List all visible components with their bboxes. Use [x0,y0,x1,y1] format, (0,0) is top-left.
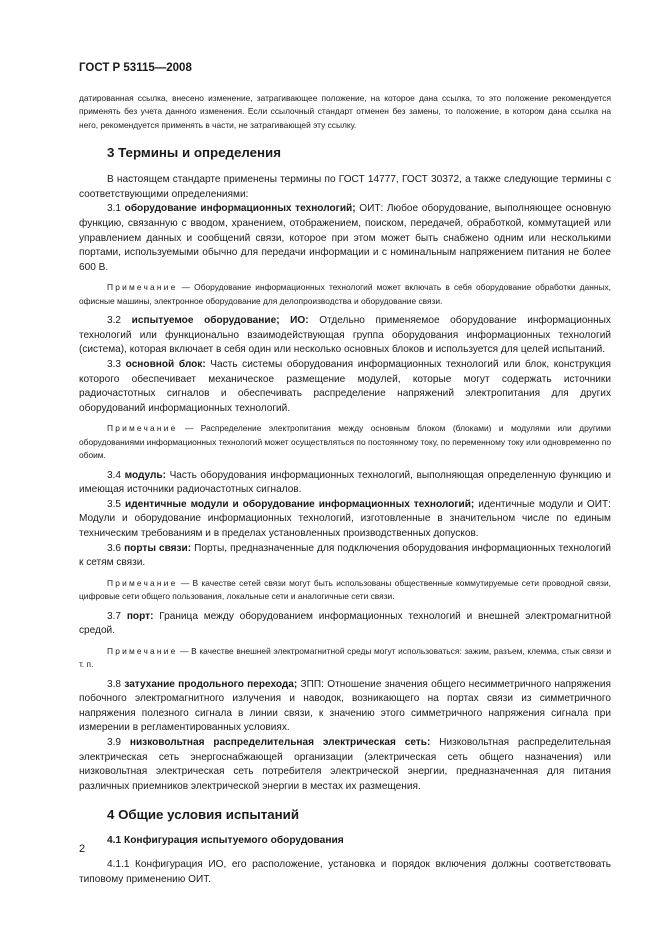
term-3-1: 3.1 оборудование информационных технологий; ОИТ: Любое оборудование, выполняющее основную функцию, связанную с вводом, хранением, отображением, поиском, передачей, обработкой, коммутацией или управлением данных и сообщений связи, которое при этом может быть снабжено одним или несколькими портами, используемыми обычно для передачи информации и с номинальным напряжением питания не более 600 В. [79,203,611,273]
term-3-5: 3.5 идентичные модули и оборудование информационных технологий; идентичные модули и ОИТ: Модули и оборудование информационных технологий, изготовленные в значительном числе по единым техническим требованиям и в пределах установленных производственных допусков. [79,498,611,539]
term-3-8: 3.8 затухание продольного перехода; ЗПП: Отношение значения общего несимметричного напряжения побочного электромагнитного излучения и наводок, возникающего на портах связи из симметричного напряжения полезного сигнала в линии связи, к значению этого симметричного напряжения сигнала при измерении в регламентированных условиях. [79,678,611,734]
term-3-2: 3.2 испытуемое оборудование; ИО: Отдельно применяемое оборудование информационных технологий или функционально взаимодействующая группа оборудования информационных технологий (система), которая включает в себя один или несколько основных блоков и используется для целей испытаний. [79,315,611,356]
term-3-7: 3.7 порт: Граница между оборудованием информационных технологий и внешней электромагнитной средой. [79,610,611,637]
page-content [79,92,611,887]
section-4-title: 4 Общие условия испытаний [107,807,300,823]
term-3-9: 3.9 низковольтная распределительная электрическая сеть: Низковольтная распределительная электрическая сеть энергоснабжающей организации (электрическая сеть общего назначения) или низковольтная электрическая сеть потребителя электрической энергии, предназначенная для питания различных приемников электрической энергии в местах их размещения. [79,736,611,792]
term-3-3: 3.3 основной блок: Часть системы оборудования информационных технологий или блок, конструкция которого обеспечивает механическое размещение модулей, которые могут содержать источники радиочастотных сигналов и обеспечивать распределение напряжений электропитания для других оборудований информационных технологий. [79,358,611,414]
intro-paragraph: датированная ссылка, внесено изменение, затрагивающее положение, на которое дана ссылка, то это положение рекомендуется применять без учета данного изменения. Если ссылочный стандарт отменен без замены, то положение, в котором дана ссылка на него, рекомендуется применять в части, не затрагивающей эту ссылку. [79,93,611,130]
note-3-1: Примечание — Оборудование информационных технологий может включать в себя оборудование обработки данных, офисные машины, электронное оборудование для делопроизводства и оборудование связи. [79,282,611,306]
note-3-3: Примечание — Распределение электропитания между основным блоком (блоками) и модулями или другими оборудованиями информационных технологий может осуществляться по постоянному току, по переменному току или одновременно по обоим. [79,423,611,461]
paragraph-4-1-1: 4.1.1 Конфигурация ИО, его расположение, установка и порядок включения должны соответствовать типовому применению ОИТ. [79,859,611,885]
term-3-6: 3.6 порты связи: Порты, предназначенные для подключения оборудования информационных технологий к сетям связи. [79,542,611,569]
note-3-7: Примечание — В качестве внешней электромагнитной среды могут использоваться: зажим, разъем, клемма, стык связи и т. п. [79,645,611,670]
document-code: ГОСТ Р 53115—2008 [79,62,192,74]
term-3-4: 3.4 модуль: Часть оборудования информационных технологий, выполняющая определенную функцию и имеющая источники радиочастотных сигналов. [79,469,612,496]
subsection-4-1-title: 4.1 Конфигурация испытуемого оборудования [107,835,344,847]
page-number: 2 [79,843,86,855]
section-3-title: 3 Термины и определения [107,145,281,161]
section-3-intro: В настоящем стандарте применены термины по ГОСТ 14777, ГОСТ 30372, а также следующие термины с соответствующими определениями: [79,174,611,200]
note-3-6: Примечание — В качестве сетей связи могут быть использованы общественные коммутируемые сети проводной связи, цифровые сети общего пользования, локальные сети и аналогичные сети связи. [79,577,611,602]
